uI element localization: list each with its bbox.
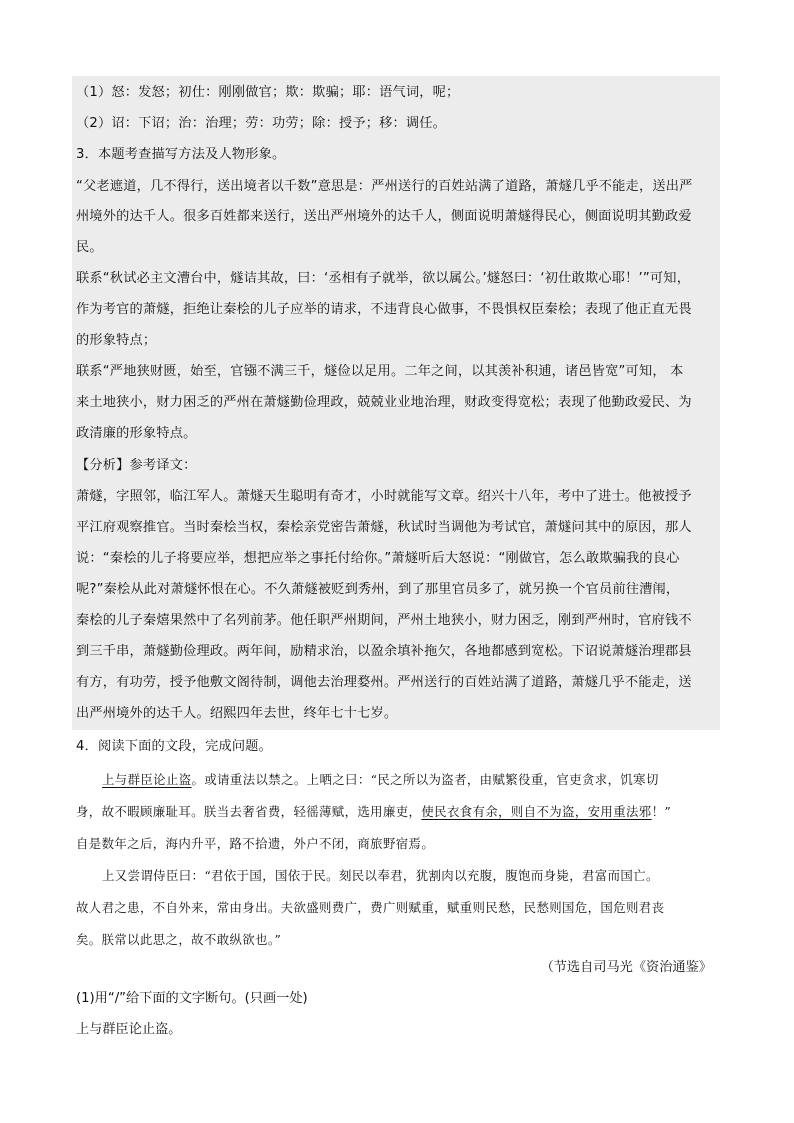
translation-line-1: 萧燧，字照邻，临江军人。萧燧天生聪明有奇才，小时就能写文章。绍兴十八年，考中了进士。他被授予: [76, 489, 692, 504]
translation-line-7: 有方，有功劳，授予他敷文阁待制，调他去治理婺州。严州送行的百姓站满了道路，萧燧几乎不能走，送: [76, 675, 692, 690]
q3-para1-line2: 州境外的达千人。很多百姓都来送行，送出严州境外的达千人，侧面说明萧燧得民心，侧面说明其勤政爱: [76, 209, 692, 224]
translation-line-2: 平江府观察推官。当时秦桧当权，秦桧亲党密告萧燧，秋试时当调他为考试官，萧燧问其中的原因，那人: [76, 520, 692, 535]
q3-para1-line1: “父老遮道，几不得行，送出境者以千数”意思是：严州送行的百姓站满了道路，萧燧几乎不能走，送出严: [76, 179, 693, 194]
passage-para2-line1: 上又尝谓侍臣曰：“君依于国，国依于民。刻民以奉君，犹割肉以充腹，腹饱而身毙，君富而国亡。: [102, 868, 659, 883]
passage-para1-line1: [76, 764, 724, 796]
answer-2: （2）诏：下诏；治：治理；劳：功劳；除：授予；移：调任。: [76, 116, 447, 131]
translation-line-5: 秦桧的儿子秦熺果然中了名列前茅。他任职严州期间，严州土地狭小，财力困乏，刚到严州时，官府钱不: [76, 613, 692, 628]
passage-text: 身，故不暇顾廉耻耳。朕当去奢省费，轻徭薄赋，选用廉吏，: [76, 804, 422, 819]
passage-para2-line3: 矣。朕常以此思之，故不敢纵欲也。”: [76, 932, 282, 947]
question-4-title: 4．阅读下面的文段，完成问题。: [76, 739, 273, 754]
classical-passage: [76, 764, 724, 956]
q3-para3-line2: 来土地狭小，财力困乏的严州在萧燧勤俭理政，兢兢业业地治理，财政变得宽松；表现了他勤政爱民、为: [76, 395, 692, 410]
subquestion-1: (1)用“/”给下面的文字断句。(只画一处): [76, 991, 308, 1006]
translation-line-8: 出严州境外的达千人。绍熙四年去世，终年七十七岁。: [76, 706, 398, 721]
translation-line-3: 说：“秦桧的儿子将要应举，想把应举之事托付给你。”萧燧听后大怒说：“刚做官，怎么敢欺骗我的良心: [76, 551, 680, 566]
q3-para1-line3: 民。: [76, 240, 103, 255]
underlined-phrase-1: 上与群臣论止盗: [102, 772, 192, 787]
passage-para2-line2: 故人君之患，不自外来，常由身出。夫欲盛则费广，费广则赋重，赋重则民愁，民愁则国危，国危则君丧: [76, 900, 665, 915]
q3-para2-line2: 作为考官的萧燧，拒绝让秦桧的儿子应举的请求，不违背良心做事，不畏惧权臣秦桧；表现了他正直无畏: [76, 302, 692, 317]
passage-source: （节选自司马光《资治通鉴》: [540, 960, 712, 975]
passage-para1-line3: 自是数年之后，海内升平，路不拾遗，外户不闭，商旅野宿焉。: [76, 836, 435, 851]
q3-para2-line3: 的形象特点；: [76, 333, 157, 348]
q3-para3-line3: 政清廉的形象特点。: [76, 426, 197, 441]
q3-para2-line1: 联系“秋试必主文漕台中，燧诘其故，曰：‘丞相有子就举，欲以属公。’燧怒曰：‘初仕敢欺心耶！’”可知，: [76, 271, 691, 286]
translation-line-6: 到三千串，萧燧勤俭理政。两年间，励精求治，以盈余填补拖欠，各地都感到宽松。下诏说萧燧治理郡县: [76, 644, 692, 659]
question-3-title: 3．本题考查描写方法及人物形象。: [76, 147, 286, 162]
passage-para1-line2: [76, 796, 724, 828]
subquestion-1-text: 上与群臣论止盗。: [76, 1022, 182, 1037]
passage-text: ！”: [651, 804, 672, 819]
analysis-heading: 【分析】参考译文：: [76, 458, 197, 473]
underlined-phrase-2: 使民衣食有余，则自不为盗，安用重法邪: [421, 804, 652, 819]
passage-text: 。或请重法以禁之。上哂之曰：“民之所以为盗者，由赋繁役重，官吏贪求，饥寒切: [191, 772, 659, 787]
answer-1: （1）怒：发怒；初仕：刚刚做官；欺：欺骗；耶：语气词，呢；: [76, 85, 460, 100]
q3-para3-line1: 联系“严地狭财匮，始至，官镪不满三千，燧俭以足用。二年之间，以其羡补积逋，诸邑皆宽”可知， 本: [76, 364, 684, 379]
translation-line-4: 呢?”秦桧从此对萧燧怀恨在心。不久萧燧被贬到秀州，到了那里官员多了，就另换一个官员前往漕闱，: [76, 582, 680, 597]
